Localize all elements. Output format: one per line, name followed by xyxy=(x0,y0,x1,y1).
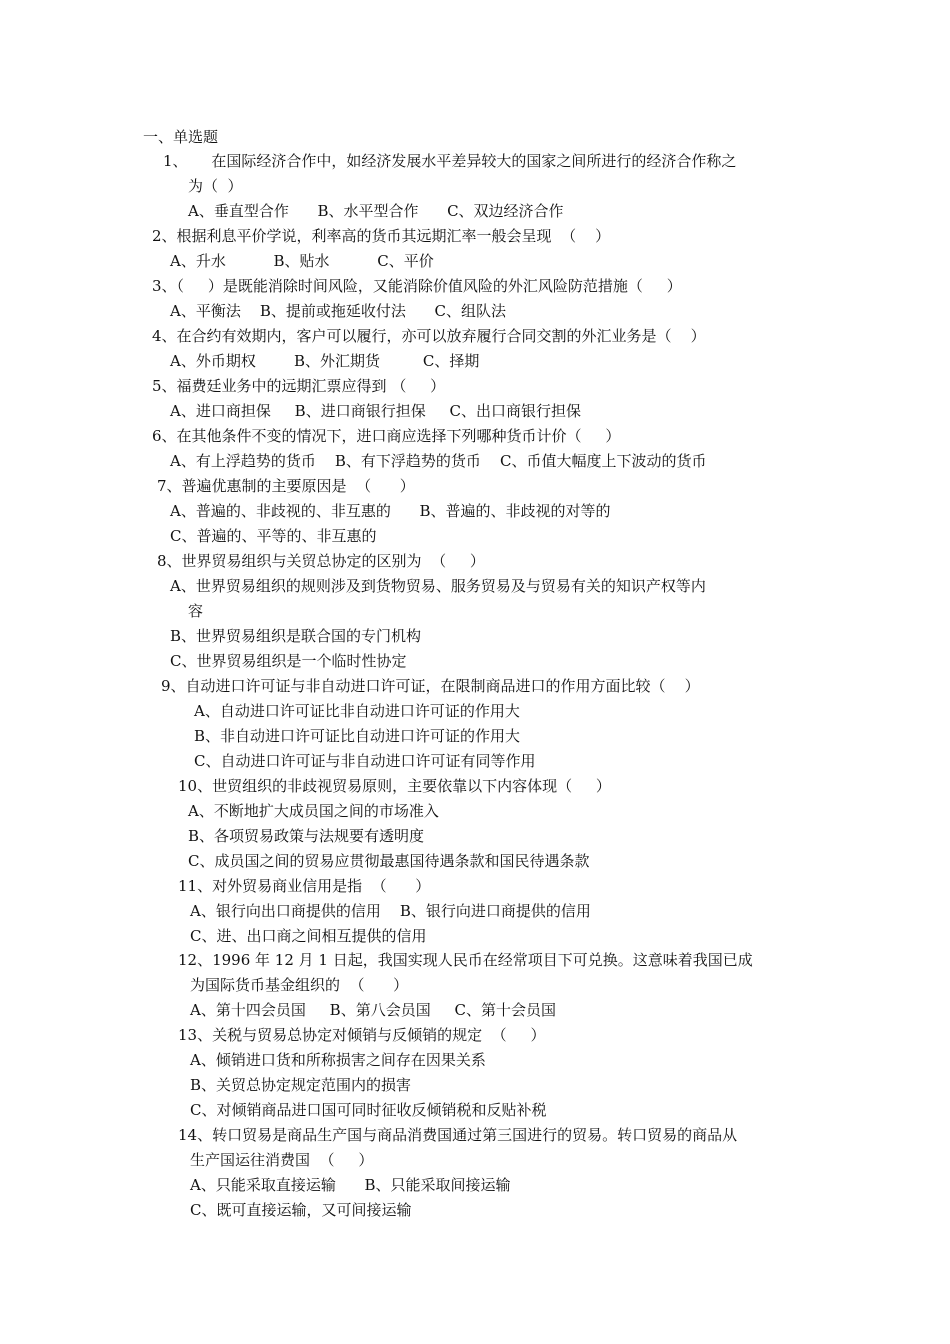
question-6-option: A、有上浮趋势的货币 B、有下浮趋势的货币 C、币值大幅度上下波动的货币 xyxy=(170,452,707,470)
question-9-option: B、非自动进口许可证比自动进口许可证的作用大 xyxy=(194,727,521,745)
question-10-option: C、成员国之间的贸易应贯彻最惠国待遇条款和国民待遇条款 xyxy=(188,852,590,870)
question-14-option: A、只能采取直接运输 B、只能采取间接运输 xyxy=(190,1176,511,1194)
question-7-option: A、普遍的、非歧视的、非互惠的 B、普遍的、非歧视的对等的 xyxy=(170,502,611,520)
question-14-stem: 14、转口贸易是商品生产国与商品消费国通过第三国进行的贸易。转口贸易的商品从 xyxy=(178,1126,738,1144)
question-5-stem: 5、福费廷业务中的远期汇票应得到 （ ） xyxy=(152,377,446,395)
question-13-option: C、对倾销商品进口国可同时征收反倾销税和反贴补税 xyxy=(190,1101,547,1119)
question-10-option: B、各项贸易政策与法规要有透明度 xyxy=(188,827,425,845)
question-11-option: C、进、出口商之间相互提供的信用 xyxy=(190,927,427,945)
question-8-option: C、世界贸易组织是一个临时性协定 xyxy=(170,652,407,670)
question-1-stem: 为（ ） xyxy=(188,177,243,195)
question-9-stem: 9、自动进口许可证与非自动进口许可证，在限制商品进口的作用方面比较（ ） xyxy=(161,677,700,695)
question-7-option: C、普遍的、平等的、非互惠的 xyxy=(170,527,377,545)
question-3-stem: 3、（ ）是既能消除时间风险，又能消除价值风险的外汇风险防范措施（ ） xyxy=(152,277,682,295)
question-7-stem: 7、普遍优惠制的主要原因是 （ ） xyxy=(157,477,415,495)
question-10-stem: 10、世贸组织的非歧视贸易原则，主要依靠以下内容体现（ ） xyxy=(178,777,611,795)
question-8-option: 容 xyxy=(188,602,204,620)
question-12-option: A、第十四会员国 B、第八会员国 C、第十会员国 xyxy=(190,1001,557,1019)
question-8-stem: 8、世界贸易组织与关贸总协定的区别为 （ ） xyxy=(157,552,485,570)
question-1-option: A、垂直型合作 B、水平型合作 C、双边经济合作 xyxy=(188,202,564,220)
question-8-option: A、世界贸易组织的规则涉及到货物贸易、服务贸易及与贸易有关的知识产权等内 xyxy=(170,577,706,595)
question-12-stem: 为国际货币基金组织的 （ ） xyxy=(190,976,409,994)
question-12-stem: 12、1996 年 12 月 1 日起，我国实现人民币在经常项目下可兑换。这意味着我国已成 xyxy=(178,951,753,969)
question-1-stem: 1、 在国际经济合作中，如经济发展水平差异较大的国家之间所进行的经济合作称之 xyxy=(163,152,737,170)
question-11-option: A、银行向出口商提供的信用 B、银行向进口商提供的信用 xyxy=(190,902,591,920)
question-13-option: B、关贸总协定规定范围内的损害 xyxy=(190,1076,412,1094)
question-4-stem: 4、在合约有效期内，客户可以履行，亦可以放弃履行合同交割的外汇业务是（ ） xyxy=(152,327,706,345)
question-13-stem: 13、关税与贸易总协定对倾销与反倾销的规定 （ ） xyxy=(178,1026,546,1044)
question-14-stem: 生产国运往消费国 （ ） xyxy=(190,1151,374,1169)
question-9-option: A、自动进口许可证比非自动进口许可证的作用大 xyxy=(194,702,520,720)
section-title: 一、单选题 xyxy=(143,128,219,146)
question-2-stem: 2、根据利息平价学说，利率高的货币其远期汇率一般会呈现 （ ） xyxy=(152,227,611,245)
question-4-option: A、外币期权 B、外汇期货 C、择期 xyxy=(170,352,480,370)
question-9-option: C、自动进口许可证与非自动进口许可证有同等作用 xyxy=(194,752,536,770)
question-2-option: A、升水 B、贴水 C、平价 xyxy=(170,252,434,270)
question-6-stem: 6、在其他条件不变的情况下，进口商应选择下列哪种货币计价（ ） xyxy=(152,427,621,445)
question-3-option: A、平衡法 B、提前或拖延收付法 C、组队法 xyxy=(170,302,507,320)
question-10-option: A、不断地扩大成员国之间的市场准入 xyxy=(188,802,439,820)
question-5-option: A、进口商担保 B、进口商银行担保 C、出口商银行担保 xyxy=(170,402,582,420)
question-13-option: A、倾销进口货和所称损害之间存在因果关系 xyxy=(190,1051,486,1069)
question-11-stem: 11、对外贸易商业信用是指 （ ） xyxy=(178,877,431,895)
question-14-option: C、既可直接运输，又可间接运输 xyxy=(190,1201,412,1219)
question-8-option: B、世界贸易组织是联合国的专门机构 xyxy=(170,627,422,645)
